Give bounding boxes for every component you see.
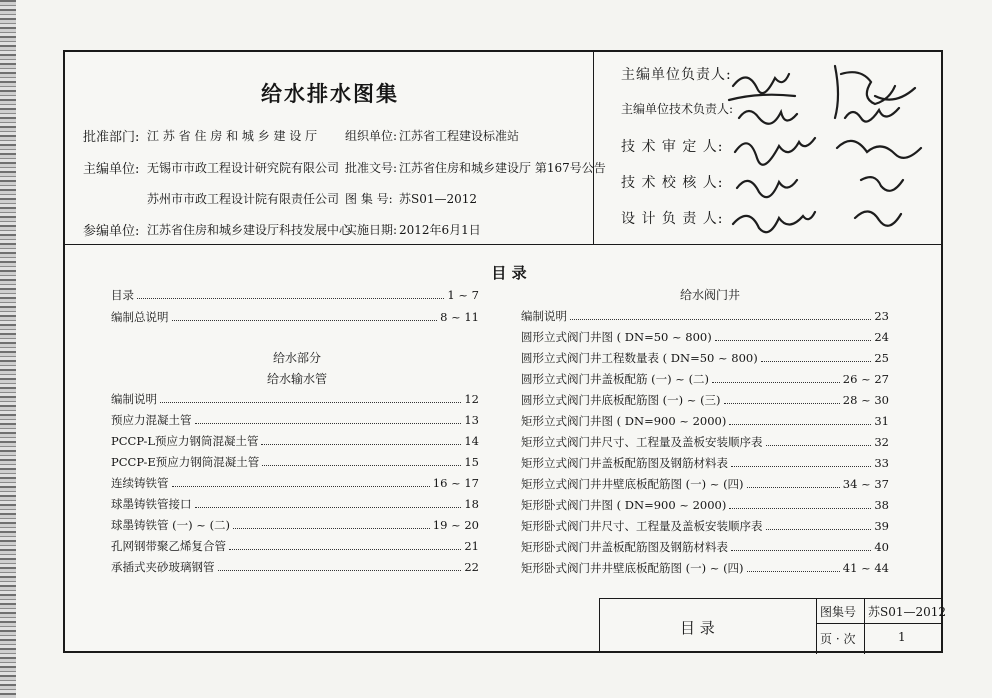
atlas-no: 苏S01—2012 [399, 192, 478, 206]
org-unit: 江苏省工程建设标准站 [399, 129, 520, 143]
title-block-page-label: 页 · 次 [820, 632, 856, 646]
toc-entry-page: 39 [874, 519, 889, 533]
toc-entry-page: 32 [874, 435, 889, 449]
toc-entry-name: 承插式夹砂玻璃钢管 [111, 560, 215, 574]
toc-entry-page: 21 [464, 539, 479, 553]
toc-entry-name: 圆形立式阀门井图 ( DN=50 ~ 800) [521, 330, 712, 344]
toc-entry-name: 编制说明 [111, 392, 157, 406]
org-unit-label: 组织单位: [345, 129, 398, 143]
page-title: 给水排水图集 [261, 81, 399, 106]
toc-entry-name: 矩形立式阀门井尺寸、工程量及盖板安装顺序表 [521, 435, 763, 449]
toc-entry-page: 40 [874, 540, 889, 554]
toc-entry-name: 矩形立式阀门井井壁底板配筋图 (一) ~ (四) [521, 477, 744, 491]
toc-entry-name: 矩形卧式阀门井图 ( DN=900 ~ 2000) [521, 498, 727, 512]
toc-left2-row-1[interactable] [111, 412, 479, 428]
toc-entry-name: 预应力混凝土管 [111, 413, 192, 427]
editor-1: 无锡市市政工程设计研究院有限公司 [147, 161, 340, 175]
part-title: 给水部分 [272, 351, 322, 365]
header-divider [65, 244, 941, 245]
toc-entry-name: 连续铸铁管 [111, 476, 169, 490]
toc-right-row-2[interactable] [521, 350, 889, 366]
leader-dots [731, 466, 871, 467]
toc-right-row-11[interactable] [521, 539, 889, 555]
leader-dots [233, 528, 430, 529]
leader-dots [712, 382, 840, 383]
toc-entry-page: 34 ~ 37 [842, 477, 889, 491]
toc-right-row-10[interactable] [521, 518, 889, 534]
toc-left-row-1[interactable] [111, 309, 479, 325]
header-vertical-divider [593, 52, 594, 244]
toc-entry-name: PCCP-L预应力钢筒混凝土管 [111, 434, 259, 448]
toc-left2-row-7[interactable] [111, 538, 479, 554]
toc-entry-page: 41 ~ 44 [842, 561, 889, 575]
toc-entry-name: 矩形卧式阀门井井壁底板配筋图 (一) ~ (四) [521, 561, 744, 575]
toc-left2-row-6[interactable] [111, 517, 479, 533]
leader-dots [160, 402, 461, 403]
toc-entry-page: 18 [464, 497, 479, 511]
editor-2: 苏州市市政工程设计院有限责任公司 [147, 192, 340, 206]
leader-dots [137, 298, 444, 299]
toc-entry-page: 25 [874, 351, 889, 365]
toc-entry-page: 38 [874, 498, 889, 512]
approval-doc: 江苏省住房和城乡建设厅 第167号公告 [399, 161, 606, 175]
toc-entry-name: 矩形卧式阀门井盖板配筋图及钢筋材料表 [521, 540, 728, 554]
leader-dots [195, 507, 462, 508]
toc-title: 目 录 [491, 264, 527, 282]
toc-entry-page: 12 [464, 392, 479, 406]
leader-dots [195, 423, 462, 424]
toc-right-row-1[interactable] [521, 329, 889, 345]
design-head-label: 设 计 负 责 人: [621, 211, 724, 227]
toc-entry-page: 26 ~ 27 [842, 372, 889, 386]
leader-dots [729, 424, 871, 425]
leader-dots [172, 320, 438, 321]
leader-dots [766, 529, 872, 530]
toc-entry-page: 19 ~ 20 [432, 518, 479, 532]
title-block-name: 目 录 [680, 619, 715, 637]
editor-label: 主编单位: [83, 162, 140, 177]
effective-date: 2012年6月1日 [399, 223, 481, 237]
toc-entry-name: 球墨铸铁管 (一) ~ (二) [111, 518, 231, 532]
leader-dots [229, 549, 461, 550]
toc-entry-name: 编制总说明 [111, 310, 169, 324]
toc-entry-page: 14 [464, 434, 479, 448]
sub-title: 给水输水管 [266, 372, 328, 386]
approval-doc-label: 批准文号: [345, 161, 398, 175]
toc-left2-row-8[interactable] [111, 559, 479, 575]
atlas-no-label: 图 集 号: [345, 192, 393, 206]
toc-entry-name: 孔网钢带聚乙烯复合管 [111, 539, 226, 553]
title-block [599, 598, 947, 653]
tech-reviewer-label: 技 术 审 定 人: [621, 139, 724, 155]
toc-left2-row-0[interactable] [111, 391, 479, 407]
toc-entry-name: 球墨铸铁管接口 [111, 497, 192, 511]
tech-checker-label: 技 术 校 核 人: [621, 175, 724, 191]
drawing-frame [63, 50, 947, 653]
toc-right-row-5[interactable] [521, 413, 889, 429]
toc-entry-page: 23 [874, 309, 889, 323]
toc-entry-page: 13 [464, 413, 479, 427]
approval-dept: 江 苏 省 住 房 和 城 乡 建 设 厅 [147, 129, 318, 143]
binding-edge [0, 0, 16, 698]
toc-left2-row-2[interactable] [111, 433, 479, 449]
toc-right-row-0[interactable] [521, 308, 889, 324]
toc-entry-page: 22 [464, 560, 479, 574]
title-block-divider [864, 599, 865, 654]
effective-label: 实施日期: [345, 223, 398, 237]
toc-entry-page: 31 [874, 414, 889, 428]
toc-right-row-3[interactable] [521, 371, 889, 387]
leader-dots [747, 487, 840, 488]
toc-entry-page: 15 [464, 455, 479, 469]
toc-right-row-4[interactable] [521, 392, 889, 408]
toc-right-row-8[interactable] [521, 476, 889, 492]
toc-entry-page: 1 ~ 7 [447, 288, 479, 302]
toc-entry-page: 33 [874, 456, 889, 470]
toc-left-row-0[interactable] [111, 287, 479, 303]
participant: 江苏省住房和城乡建设厅科技发展中心 [147, 223, 352, 237]
toc-entry-name: 圆形立式阀门井盖板配筋 (一) ~ (二) [521, 372, 710, 386]
leader-dots [766, 445, 872, 446]
toc-right-row-9[interactable] [521, 497, 889, 513]
leader-dots [570, 319, 871, 320]
toc-left2-row-5[interactable] [111, 496, 479, 512]
toc-entry-name: 矩形卧式阀门井尺寸、工程量及盖板安装顺序表 [521, 519, 763, 533]
participant-label: 参编单位: [83, 224, 140, 239]
title-block-divider [816, 599, 817, 654]
leader-dots [262, 465, 461, 466]
leader-dots [729, 508, 871, 509]
chief-unit-tech-head-label: 主编单位技术负责人: [621, 102, 734, 116]
toc-entry-name: PCCP-E预应力钢筒混凝土管 [111, 455, 260, 469]
title-block-atlas-no: 苏S01—2012 [868, 605, 947, 619]
leader-dots [747, 571, 840, 572]
toc-right-row-7[interactable] [521, 455, 889, 471]
toc-entry-page: 16 ~ 17 [432, 476, 479, 490]
toc-entry-name: 矩形立式阀门井盖板配筋图及钢筋材料表 [521, 456, 728, 470]
chief-unit-head-label: 主编单位负责人: [621, 67, 732, 83]
approval-dept-label: 批准部门: [83, 130, 140, 145]
toc-right-row-12[interactable] [521, 560, 889, 576]
toc-entry-name: 圆形立式阀门井底板配筋图 (一) ~ (三) [521, 393, 721, 407]
toc-entry-name: 矩形立式阀门井图 ( DN=900 ~ 2000) [521, 414, 727, 428]
toc-entry-name: 目录 [111, 288, 134, 302]
toc-entry-name: 圆形立式阀门井工程数量表 ( DN=50 ~ 800) [521, 351, 758, 365]
toc-entry-page: 28 ~ 30 [842, 393, 889, 407]
signature-scrawls [725, 56, 935, 242]
toc-entry-name: 编制说明 [521, 309, 567, 323]
toc-entry-page: 24 [874, 330, 889, 344]
leader-dots [761, 361, 872, 362]
title-block-page: 1 [898, 630, 906, 644]
toc-entry-page: 8 ~ 11 [440, 310, 479, 324]
leader-dots [172, 486, 430, 487]
toc-right-row-6[interactable] [521, 434, 889, 450]
leader-dots [261, 444, 461, 445]
toc-left2-row-3[interactable] [111, 454, 479, 470]
leader-dots [218, 570, 462, 571]
leader-dots [724, 403, 840, 404]
leader-dots [731, 550, 871, 551]
right-section-title: 给水阀门井 [679, 288, 741, 302]
title-block-atlas-label: 图集号 [820, 605, 857, 619]
title-block-divider [816, 623, 942, 624]
leader-dots [715, 340, 872, 341]
toc-left2-row-4[interactable] [111, 475, 479, 491]
